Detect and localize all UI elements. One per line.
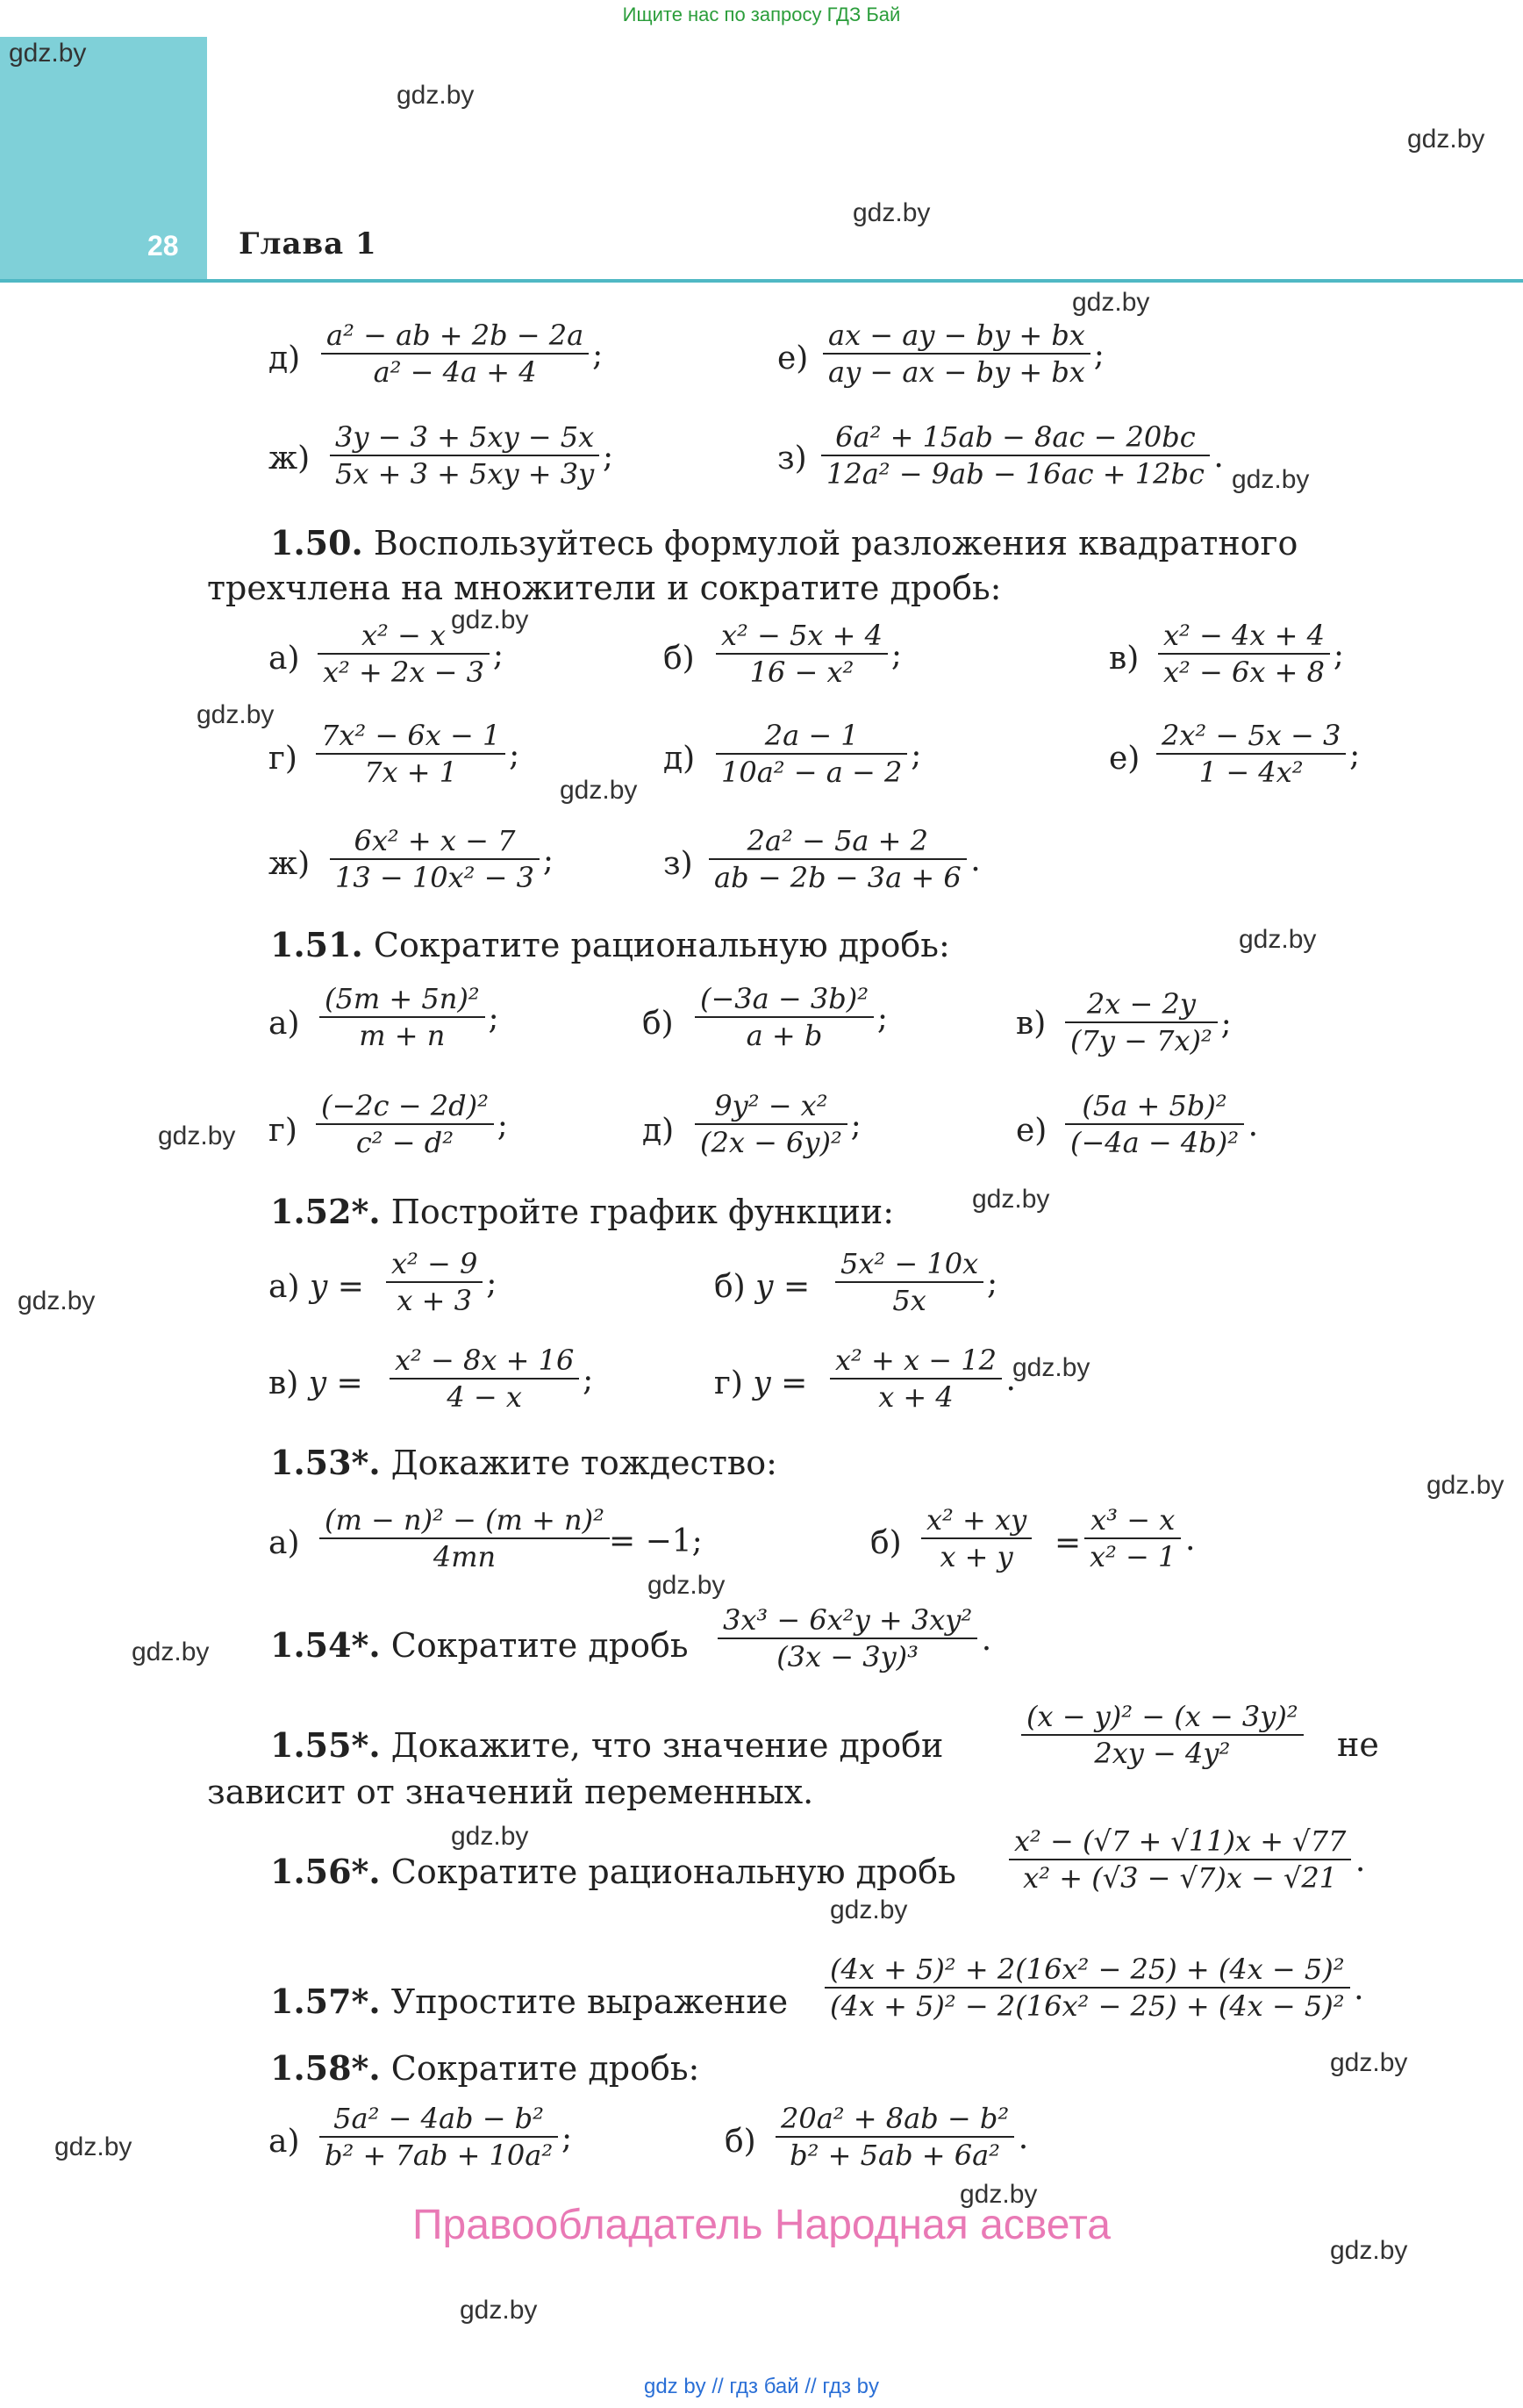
problem-1-56: 1.56*. Сократите рациональную дробь (270, 1852, 956, 1891)
item-label: а) (268, 641, 300, 677)
watermark: gdz.by (1232, 465, 1310, 494)
bottom-links[interactable]: gdz by // гдз бай // гдз by (643, 2375, 880, 2398)
item-label: б) (642, 1006, 674, 1042)
item-label: г) (268, 1113, 297, 1149)
fraction: x² − x x² + 2x − 3 ; (318, 618, 490, 690)
fraction: x² − 9 x + 3 ; (386, 1246, 483, 1318)
watermark: gdz.by (647, 1571, 726, 1600)
watermark: gdz.by (960, 2180, 1038, 2209)
item-label: г) (268, 741, 297, 777)
fraction: 20a² + 8ab − b² b² + 5ab + 6a² . (776, 2101, 1014, 2173)
item-label: г) y = (714, 1365, 808, 1401)
fraction: 6a² + 15ab − 8ac − 20bc 12a² − 9ab − 16ac + 12bc . (821, 419, 1210, 491)
fraction: 3x³ − 6x²y + 3xy² (3x − 3y)³ . (718, 1602, 977, 1674)
fraction: 5x² − 10x 5x ; (835, 1246, 983, 1318)
watermark: gdz.by (460, 2296, 538, 2325)
problem-1-52: 1.52*. Постройте график функции: (270, 1192, 895, 1231)
fraction: 2a² − 5a + 2 ab − 2b − 3a + 6 . (709, 823, 967, 895)
item-label: в) (1016, 1006, 1047, 1042)
watermark: gdz.by (397, 81, 475, 110)
watermark: gdz.by (9, 39, 87, 68)
fraction: 6x² + x − 7 13 − 10x² − 3 ; (330, 823, 540, 895)
item-label: ж) (268, 441, 311, 477)
item-label: б) (663, 641, 695, 677)
fraction: x² + x − 12 x + 4 . (830, 1343, 1002, 1415)
item-label: б) y = (714, 1269, 811, 1305)
item-label: а) y = (268, 1269, 364, 1305)
top-banner[interactable]: Ищите нас по запросу ГДЗ Бай (622, 4, 901, 25)
problem-1-53: 1.53*. Докажите тождество: (270, 1443, 777, 1482)
watermark: gdz.by (54, 2132, 132, 2161)
fraction: (−3a − 3b)² a + b ; (695, 981, 874, 1053)
problem-1-54: 1.54*. Сократите дробь (270, 1625, 689, 1665)
watermark: gdz.by (1407, 125, 1485, 154)
watermark: gdz.by (1330, 2048, 1408, 2077)
watermark: gdz.by (451, 606, 529, 634)
fraction: 2a − 1 10a² − a − 2 ; (716, 718, 907, 790)
item-label: д) (642, 1113, 675, 1149)
problem-text: трехчлена на множители и сократите дробь: (207, 569, 1002, 607)
item-label: е) (1016, 1113, 1048, 1149)
item-label: д) (268, 340, 301, 376)
item-label: з) (777, 441, 807, 477)
fraction: 9y² − x² (2x − 6y)² ; (695, 1088, 847, 1160)
fraction: $\frac{\text{(m − n)² − (m + n)²}}{4mn}$ (319, 1502, 610, 1574)
fraction: $\frac{\text{x² + xy}}{x + y}$ (921, 1502, 1032, 1574)
item-label: ж) (268, 846, 311, 882)
fraction: x² − 4x + 4 x² − 6x + 8 ; (1158, 618, 1330, 690)
watermark: gdz.by (1426, 1471, 1505, 1500)
watermark: gdz.by (451, 1822, 529, 1851)
item-label: б) (725, 2124, 756, 2160)
watermark: gdz.by (972, 1185, 1050, 1214)
fraction: (4x + 5)² + 2(16x² − 25) + (4x − 5)² (4x + 5)² − 2(16x² − 25) + (4x − 5)² . (825, 1952, 1350, 2024)
watermark: gdz.by (18, 1286, 96, 1315)
fraction: 2x − 2y (7y − 7x)² ; (1065, 986, 1218, 1058)
equals-sign: = (1055, 1525, 1082, 1561)
watermark: gdz.by (1012, 1353, 1090, 1382)
fraction: 5a² − 4ab − b² b² + 7ab + 10a² ; (319, 2101, 558, 2173)
fraction: (−2c − 2d)² c² − d² ; (316, 1088, 494, 1160)
watermark: gdz.by (560, 776, 638, 805)
page-number: 28 (147, 230, 179, 262)
fraction: x² − 8x + 16 4 − x ; (390, 1343, 579, 1415)
item-label: з) (663, 846, 693, 882)
problem-text: не (1337, 1725, 1379, 1764)
copyright-holder: Правообладатель Народная асвета (412, 2202, 1111, 2248)
watermark: gdz.by (132, 1638, 210, 1666)
item-label: е) (1109, 741, 1140, 777)
watermark: gdz.by (1330, 2236, 1408, 2265)
fraction: ax − ay − by + bx ay − ax − by + bx ; (823, 318, 1090, 390)
header-rule (0, 279, 1523, 283)
problem-1-58: 1.58*. Сократите дробь: (270, 2048, 700, 2088)
item-label: а) (268, 1525, 300, 1561)
problem-1-55: 1.55*. Докажите, что значение дроби (270, 1725, 944, 1765)
fraction: x² − (√7 + √11)x + √77 x² + (√3 − √7)x − √21 . (1009, 1824, 1351, 1896)
watermark: gdz.by (1239, 925, 1317, 954)
equation-rhs: = −1; (609, 1523, 703, 1559)
fraction: x³ − x x² − 1 . (1084, 1502, 1181, 1574)
problem-text: зависит от значений переменных. (207, 1773, 814, 1811)
problem-1-50: 1.50. Воспользуйтесь формулой разложения квадратного (270, 523, 1298, 563)
watermark: gdz.by (830, 1896, 908, 1924)
fraction: 3y − 3 + 5xy − 5x 5x + 3 + 5xy + 3y ; (330, 419, 599, 491)
fraction: (5m + 5n)² m + n ; (319, 981, 485, 1053)
watermark: gdz.by (158, 1122, 236, 1150)
item-label: б) (870, 1525, 902, 1561)
fraction: (5a + 5b)² (−4a − 4b)² . (1065, 1088, 1244, 1160)
fraction: 7x² − 6x − 1 7x + 1 ; (316, 718, 505, 790)
watermark: gdz.by (1072, 288, 1150, 317)
fraction: x² − 5x + 4 16 − x² ; (716, 618, 888, 690)
item-label: в) (1109, 641, 1140, 677)
chapter-title: Глава 1 (239, 226, 377, 262)
watermark: gdz.by (853, 198, 931, 227)
fraction: $\frac{\text{(x − y)² − (x − 3y)²}}{\text{2xy − 4y²}}$ (1021, 1699, 1304, 1771)
item-label: е) (777, 340, 809, 376)
fraction: 2x² − 5x − 3 1 − 4x² ; (1156, 718, 1346, 790)
item-label: а) (268, 2124, 300, 2160)
item-label: а) (268, 1006, 300, 1042)
problem-1-57: 1.57*. Упростите выражение (270, 1982, 789, 2021)
watermark: gdz.by (197, 700, 275, 729)
item-label: в) y = (268, 1365, 363, 1401)
fraction: a² − ab + 2b − 2a a² − 4a + 4 ; (321, 318, 589, 390)
item-label: д) (663, 741, 696, 777)
problem-1-51: 1.51. Сократите рациональную дробь: (270, 925, 950, 964)
